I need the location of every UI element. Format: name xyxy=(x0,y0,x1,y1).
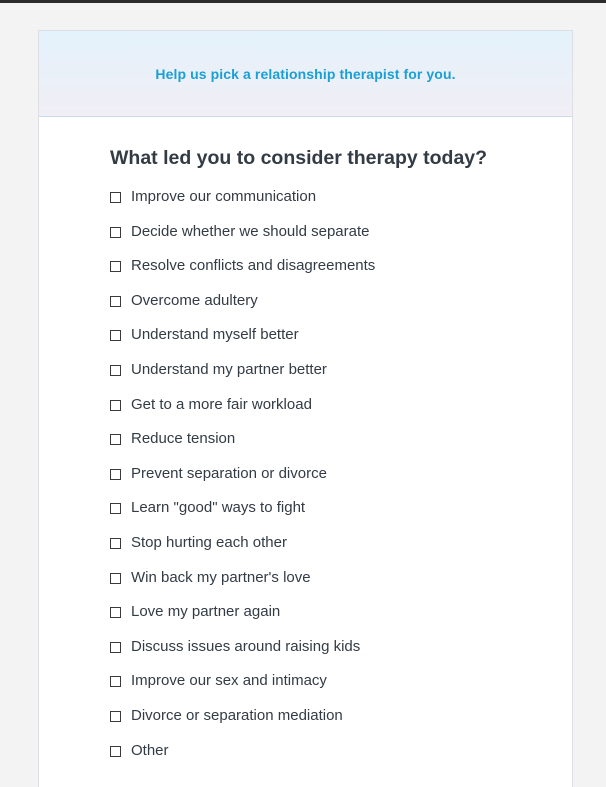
questionnaire-card xyxy=(38,30,573,787)
checkbox[interactable] xyxy=(110,296,121,307)
option-label: Get to a more fair workload xyxy=(131,395,312,413)
option-label: Prevent separation or divorce xyxy=(131,464,327,482)
option-label: Divorce or separation mediation xyxy=(131,706,343,724)
option-win-back-love[interactable] xyxy=(110,568,375,603)
option-prevent-separation[interactable] xyxy=(110,464,375,499)
checkbox[interactable] xyxy=(110,676,121,687)
option-label: Understand myself better xyxy=(131,326,299,344)
option-other[interactable] xyxy=(110,741,375,776)
checkbox[interactable] xyxy=(110,330,121,341)
option-stop-hurting[interactable] xyxy=(110,533,375,568)
checkbox[interactable] xyxy=(110,746,121,757)
option-label: Learn "good" ways to fight xyxy=(131,499,306,517)
header-text: Help us pick a relationship therapist for you. xyxy=(155,65,456,82)
checkbox[interactable] xyxy=(110,261,121,272)
option-understand-myself[interactable] xyxy=(110,325,375,360)
option-label: Resolve conflicts and disagreements xyxy=(131,257,376,275)
option-label: Stop hurting each other xyxy=(131,533,287,551)
option-label: Win back my partner's love xyxy=(131,568,311,586)
option-label: Decide whether we should separate xyxy=(131,222,370,240)
option-understand-partner[interactable] xyxy=(110,360,375,395)
option-love-again[interactable] xyxy=(110,602,375,637)
window-top-bar xyxy=(0,0,606,3)
option-label: Reduce tension xyxy=(131,430,236,448)
option-label: Discuss issues around raising kids xyxy=(131,637,361,655)
checkbox[interactable] xyxy=(110,711,121,722)
options-list xyxy=(110,187,375,775)
checkbox[interactable] xyxy=(110,469,121,480)
checkbox[interactable] xyxy=(110,227,121,238)
checkbox[interactable] xyxy=(110,607,121,618)
option-label: Overcome adultery xyxy=(131,291,258,309)
checkbox[interactable] xyxy=(110,573,121,584)
checkbox[interactable] xyxy=(110,538,121,549)
option-label: Improve our communication xyxy=(131,188,317,205)
option-mediation[interactable] xyxy=(110,706,375,741)
option-resolve-conflicts[interactable] xyxy=(110,256,375,291)
checkbox[interactable] xyxy=(110,642,121,653)
option-fair-workload[interactable] xyxy=(110,395,375,430)
option-label: Other xyxy=(131,741,169,759)
option-reduce-tension[interactable] xyxy=(110,429,375,464)
card-header xyxy=(39,31,572,117)
option-label: Love my partner again xyxy=(131,603,281,621)
option-label: Understand my partner better xyxy=(131,360,327,378)
option-label: Improve our sex and intimacy xyxy=(131,672,327,690)
checkbox[interactable] xyxy=(110,400,121,411)
checkbox[interactable] xyxy=(110,192,121,203)
checkbox[interactable] xyxy=(110,434,121,445)
option-decide-separate[interactable] xyxy=(110,222,375,257)
option-improve-communication[interactable] xyxy=(110,187,375,222)
checkbox[interactable] xyxy=(110,503,121,514)
question-title: What led you to consider therapy today? xyxy=(110,147,488,169)
option-overcome-adultery[interactable] xyxy=(110,291,375,326)
option-sex-intimacy[interactable] xyxy=(110,671,375,706)
checkbox[interactable] xyxy=(110,365,121,376)
option-raising-kids[interactable] xyxy=(110,637,375,672)
option-learn-good-fight[interactable] xyxy=(110,498,375,533)
